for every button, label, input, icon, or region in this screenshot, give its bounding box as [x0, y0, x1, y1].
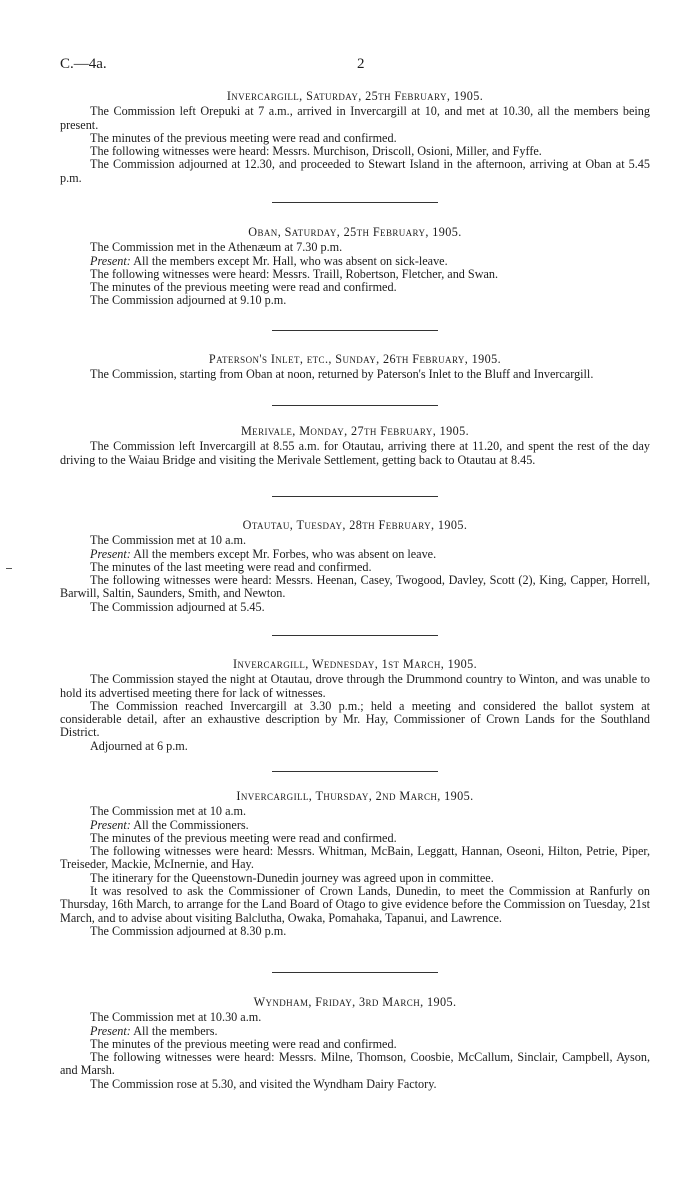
- section-divider: [272, 771, 438, 772]
- entry-paragraph: The following witnesses were heard: Messrs. Whitman, McBain, Leggatt, Hannan, Oseoni, Hilton, Petrie, Piper, Treiseder, Mackie, McInernie, and Hay.: [60, 844, 650, 872]
- entry-paragraph: The Commission met at 10 a.m.: [90, 804, 247, 819]
- entry-heading: Otautau, Tuesday, 28th February, 1905.: [242, 518, 468, 532]
- present-label: Present:: [90, 1023, 131, 1038]
- present-text: All the members except Mr. Hall, who was absent on sick-leave.: [133, 253, 448, 268]
- entry-paragraph: The Commission, starting from Oban at noon, returned by Paterson's Inlet to the Bluff and Invercargill.: [90, 367, 594, 382]
- minutes-entry: [60, 996, 650, 1091]
- entry-paragraph: The Commission met at 10 a.m.: [90, 533, 247, 548]
- present-text: All the members except Mr. Forbes, who was absent on leave.: [133, 546, 437, 561]
- entry-paragraph: The Commission stayed the night at Otautau, drove through the Drummond country to Winton, and was unable to hold its advertised meeting there for lack of witnesses.: [60, 672, 650, 700]
- present-label: Present:: [90, 817, 131, 832]
- entry-paragraph: It was resolved to ask the Commissioner of Crown Lands, Dunedin, to meet the Commission at Ranfurly on Thursday, 16th March, to arrange for the Land Board of Otago to give evidence before the Commission on Tuesday, 21st March, and to advise about visiting Balclutha, Owaka, Pomahaka, Tapanui, and Lawrence.: [60, 884, 650, 925]
- present-text: All the members.: [133, 1023, 218, 1038]
- entry-paragraph: The Commission adjourned at 8.30 p.m.: [90, 923, 287, 938]
- entry-paragraph: The Commission adjourned at 12.30, and proceeded to Stewart Island in the afternoon, arriving at Oban at 5.45 p.m.: [60, 157, 650, 185]
- entry-paragraph-present: [60, 255, 650, 268]
- entry-paragraph: The Commission met at 10.30 a.m.: [90, 1010, 262, 1025]
- entry-paragraph: The minutes of the previous meeting were read and confirmed.: [90, 130, 397, 145]
- present-text: All the Commissioners.: [133, 817, 249, 832]
- section-divider: [272, 635, 438, 636]
- entry-paragraph: The following witnesses were heard: Messrs. Heenan, Casey, Twogood, Davley, Scott (2), King, Capper, Horrell, Barwill, Saltin, Saunders, Smith, and Newton.: [60, 573, 650, 601]
- entry-paragraph: The minutes of the previous meeting were read and confirmed.: [90, 1036, 397, 1051]
- entry-paragraph: The Commission rose at 5.30, and visited the Wyndham Dairy Factory.: [90, 1076, 437, 1091]
- section-divider: [272, 202, 438, 203]
- page-number: 2: [357, 56, 365, 72]
- section-divider: [272, 330, 438, 331]
- minutes-entry: [60, 790, 650, 938]
- entry-paragraph-present: [60, 1025, 650, 1038]
- entry-heading: Invercargill, Wednesday, 1st March, 1905.: [232, 657, 478, 671]
- minutes-entry: [60, 519, 650, 614]
- present-label: Present:: [90, 546, 131, 561]
- entry-paragraph: The Commission reached Invercargill at 3.30 p.m.; held a meeting and considered the ballot system at considerable detail, after an exhaustive description by Mr. Hay, Commissioner of Crown Lands for the Southland District.: [60, 698, 650, 740]
- minutes-entry: [60, 90, 650, 185]
- document-reference: C.—4a.: [60, 56, 107, 72]
- section-divider: [272, 405, 438, 406]
- entry-paragraph: The Commission adjourned at 9.10 p.m.: [90, 293, 287, 308]
- minutes-entry: [60, 425, 650, 467]
- entry-heading: Invercargill, Thursday, 2nd March, 1905.: [236, 789, 474, 803]
- entry-paragraph-present: [60, 548, 650, 561]
- entry-paragraph: The following witnesses were heard: Messrs. Murchison, Driscoll, Osioni, Miller, and Fyffe.: [90, 144, 542, 159]
- entry-heading: Invercargill, Saturday, 25th February, 1905.: [226, 89, 484, 103]
- minutes-entry: [60, 226, 650, 308]
- entry-paragraph: Adjourned at 6 p.m.: [90, 738, 188, 753]
- entry-paragraph: The following witnesses were heard: Messrs. Milne, Thomson, Coosbie, McCallum, Sinclair, Campbell, Ayson, and Marsh.: [60, 1050, 650, 1078]
- entry-heading: Oban, Saturday, 25th February, 1905.: [248, 225, 462, 239]
- minutes-entry: [60, 353, 650, 382]
- entry-paragraph: The minutes of the previous meeting were read and confirmed.: [90, 280, 397, 295]
- entry-paragraph: The Commission adjourned at 5.45.: [90, 599, 265, 614]
- entry-heading: Paterson's Inlet, etc., Sunday, 26th February, 1905.: [208, 352, 502, 366]
- minutes-entry: [60, 658, 650, 753]
- entry-paragraph-present: [60, 819, 650, 832]
- section-divider: [272, 972, 438, 973]
- present-label: Present:: [90, 253, 131, 268]
- entry-paragraph: The following witnesses were heard: Messrs. Traill, Robertson, Fletcher, and Swan.: [90, 266, 499, 281]
- margin-mark: [6, 568, 12, 569]
- entry-paragraph: The itinerary for the Queenstown-Dunedin journey was agreed upon in committee.: [90, 870, 494, 885]
- entry-paragraph: The minutes of the previous meeting were read and confirmed.: [90, 830, 397, 845]
- entry-paragraph: The Commission left Invercargill at 8.55 a.m. for Otautau, arriving there at 11.20, and spent the rest of the day driving to the Waiau Bridge and visiting the Merivale Settlement, getting back to Otautau at 8.45.: [60, 439, 650, 467]
- entry-heading: Wyndham, Friday, 3rd March, 1905.: [253, 995, 457, 1009]
- page-header: [60, 56, 650, 76]
- entry-paragraph: The Commission left Orepuki at 7 a.m., arrived in Invercargill at 10, and met at 10.30, all the members being present.: [60, 104, 650, 132]
- entry-heading: Merivale, Monday, 27th February, 1905.: [240, 424, 470, 438]
- entry-paragraph: The minutes of the last meeting were read and confirmed.: [90, 559, 372, 574]
- entry-paragraph: The Commission met in the Athenæum at 7.30 p.m.: [90, 240, 343, 255]
- section-divider: [272, 496, 438, 497]
